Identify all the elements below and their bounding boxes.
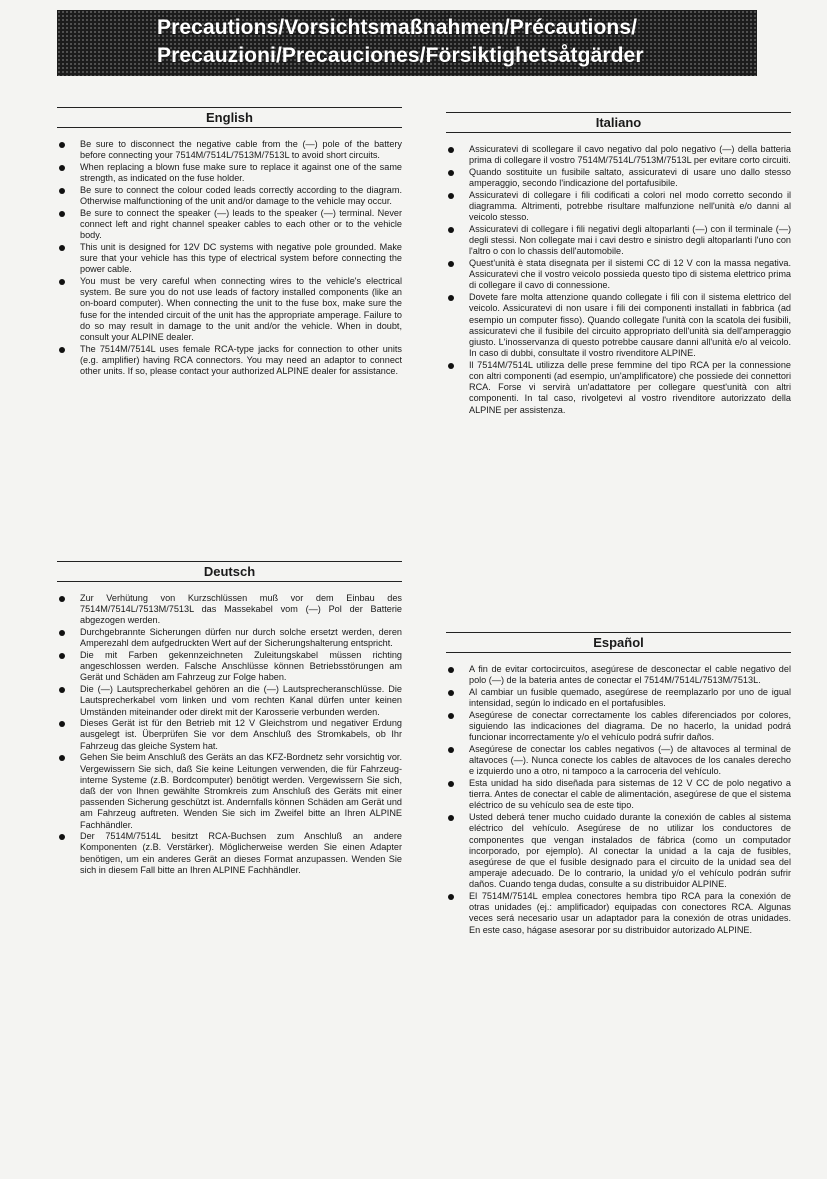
precaution-text: Il 7514M/7514L utilizza delle prese femmine del tipo RCA per la connessione con altri componenti (ad esempio, un'amplificatore) che possiede dei connettori RCA. Forse vi servirà un'adattatore per collegare quest'unità con altri componenti. In tal caso, rivolgetevi al vostro rivenditore autorizzato della ALPINE per assistenza. bbox=[469, 359, 791, 415]
precaution-item bbox=[446, 224, 791, 258]
precaution-item bbox=[57, 593, 402, 627]
bullet-icon bbox=[448, 894, 454, 900]
bullet-icon bbox=[59, 721, 65, 727]
precaution-item bbox=[446, 144, 791, 166]
precaution-text: Der 7514M/7514L besitzt RCA-Buchsen zum Anschluß an andere Komponenten (z.B. Verstärker). Möglicherweise werden Sie einen Adapter benötigen, um ein anderes Gerät an dieses Format anzupassen. Wenden Sie sich in diesem Fall bitte an Ihren ALPINE Fachhändler. bbox=[80, 831, 402, 875]
section-heading-english: English bbox=[57, 107, 402, 128]
bullet-icon bbox=[59, 687, 65, 693]
bullet-icon bbox=[59, 347, 65, 353]
bullet-icon bbox=[59, 142, 65, 148]
bullet-icon bbox=[59, 279, 65, 285]
bullet-icon bbox=[59, 755, 65, 761]
precaution-item bbox=[57, 242, 402, 276]
precaution-list-espanol bbox=[446, 664, 791, 936]
section-espanol bbox=[446, 632, 791, 936]
precaution-item bbox=[446, 710, 791, 744]
bullet-icon bbox=[448, 147, 454, 153]
precaution-text: Be sure to connect the speaker (—) leads to the speaker (—) terminal. Never connect left and right channel speaker cables to each other or to the vehicle body. bbox=[80, 207, 402, 241]
precaution-text: Quest'unità è stata disegnata per il sistemi CC di 12 V con la massa negativa. Assicuratevi che il vostro veicolo possieda questo tipo di sistema elettrico prima di collegare il cavo di connessione. bbox=[469, 258, 791, 291]
precaution-item bbox=[57, 627, 402, 649]
bullet-icon bbox=[59, 245, 65, 251]
precaution-item bbox=[57, 139, 402, 161]
section-heading-deutsch: Deutsch bbox=[57, 561, 402, 582]
bullet-icon bbox=[59, 596, 65, 602]
precaution-item bbox=[57, 752, 402, 830]
precaution-text: Zur Verhütung von Kurzschlüssen muß vor dem Einbau des 7514M/7514L/7513M/7513L das Massekabel vom (—) Pol der Batterie abgezogen werden. bbox=[80, 593, 402, 626]
precaution-text: El 7514M/7514L emplea conectores hembra tipo RCA para la conexión de otras unidades (ej.: amplificador) equipadas con conectores RCA. Algunas veces será necesario usar un adaptador para la conexión de otras unidades. En este caso, hágase asesorar por su distribuidor autorizado ALPINE. bbox=[469, 891, 791, 935]
section-heading-italiano: Italiano bbox=[446, 112, 791, 133]
bullet-icon bbox=[448, 193, 454, 199]
precaution-item bbox=[57, 831, 402, 876]
bullet-icon bbox=[59, 653, 65, 659]
bullet-icon bbox=[448, 261, 454, 267]
bullet-icon bbox=[448, 170, 454, 176]
bullet-icon bbox=[448, 667, 454, 673]
precaution-text: Die (—) Lautsprecherkabel gehören an die (—) Lautsprecheranschlüsse. Die Lautsprecherkabel vom linken und vom rechten Kanal dürfen unter keinen Umständen miteinander oder direkt mit der Karosserie verbunden werden. bbox=[80, 684, 402, 717]
precaution-item bbox=[446, 664, 791, 686]
bullet-icon bbox=[59, 630, 65, 636]
precaution-list-english bbox=[57, 139, 402, 377]
precaution-item bbox=[446, 360, 791, 416]
precaution-item bbox=[57, 162, 402, 184]
precaution-text: Be sure to disconnect the negative cable from the (—) pole of the battery before connecting your 7514M/7514L/7513M/7513L to avoid short circuits. bbox=[80, 139, 402, 161]
precaution-list-italiano bbox=[446, 144, 791, 416]
precaution-item bbox=[446, 258, 791, 292]
precaution-item bbox=[57, 208, 402, 242]
precaution-item bbox=[57, 684, 402, 718]
precaution-item bbox=[446, 778, 791, 812]
precaution-item bbox=[57, 718, 402, 752]
precaution-text: Esta unidad ha sido diseñada para sistemas de 12 V CC de polo negativo a tierra. Antes de conectar el cable de alimentación, asegúrese de que el sistema eléctrico de su vehículo sea de este tipo. bbox=[469, 778, 791, 811]
precaution-item bbox=[57, 650, 402, 684]
title-line-1: Precautions/Vorsichtsmaßnahmen/Précautions/ bbox=[157, 16, 638, 39]
bullet-icon bbox=[59, 165, 65, 171]
precaution-text: The 7514M/7514L uses female RCA-type jacks for connection to other units (e.g. amplifier) having RCA connectors. You may need an adaptor to connect other units. If so, please contact your authorized ALPINE dealer for assistance. bbox=[80, 343, 402, 377]
precaution-text: Be sure to connect the colour coded leads correctly according to the diagram. Otherwise malfunctioning of the unit and/or damage to the vehicle may occur. bbox=[80, 184, 402, 207]
precaution-text: Dieses Gerät ist für den Betrieb mit 12 V Gleichstrom und negativer Erdung ausgelegt ist. Überprüfen Sie vor dem Anschluß des Stromkabels, ob Ihr Fahrzeug das gleiche System hat. bbox=[80, 718, 402, 751]
precaution-list-deutsch bbox=[57, 593, 402, 876]
precaution-text: Al cambiar un fusible quemado, asegúrese de reemplazarlo por uno de igual intensidad, según lo indicado en el portafusibles. bbox=[469, 686, 791, 709]
title-line-2: Precauzioni/Precauciones/Försiktighetsåtgärder bbox=[157, 44, 644, 67]
bullet-icon bbox=[59, 188, 65, 194]
bullet-icon bbox=[448, 363, 454, 369]
precaution-text: Usted deberá tener mucho cuidado durante la conexión de cables al sistema eléctrico del vehículo. Asegúrese de no utilizar los conductores de componentes que vengan instalados de fábrica (como un computador incorporado, por ejemplo). Al conectar la unidad a la caja de fusibles, asegúrese de que el fusible designado para el circuito de la unidad sea del amperaje adecuado. De lo contrario, la unidad y/o el vehículo podrán sufrir daños. Cuando tenga dudas, consulte a su distribuidor ALPINE. bbox=[469, 812, 791, 890]
precaution-text: Assicuratevi di scollegare il cavo negativo dal polo negativo (—) della batteria prima di collegare il vostro 7514M/7514L/7513M/7513L per evitare corto circuiti. bbox=[469, 144, 791, 166]
bullet-icon bbox=[448, 227, 454, 233]
precaution-text: A fin de evitar cortocircuitos, asegúrese de desconectar el cable negativo del polo (—) de la bateria antes de conectar el 7514M/7514L/7513M/7513L. bbox=[469, 664, 791, 686]
precaution-text: You must be very careful when connecting wires to the vehicle's electrical system. Be sure you do not use leads of factory installed components (like an on-board computer). When connecting the unit to the fuse box, make sure the fuse for the intended circuit of the unit has the appropriate amperage. Failure to do so may result in damage to the unit and/or the vehicle. When in doubt, consult your ALPINE dealer. bbox=[80, 275, 402, 342]
bullet-icon bbox=[448, 815, 454, 821]
precaution-text: Assicuratevi di collegare i fili negativi degli altoparlanti (—) con il terminale (—) degli stessi. Non collegate mai i cavi destro e sinistro degli altoparlanti l'uno con l'altro o con lo chassis dell'automobile. bbox=[469, 223, 791, 257]
precaution-item bbox=[446, 190, 791, 224]
precaution-text: Dovete fare molta attenzione quando collegate i fili con il sistema elettrico del veicolo. Assicuratevi di non usare i fili dei componenti installati in fabbrica (ad esempio un computer fisso). Quando collegate l'unità con la scatola dei fusibili, assicuratevi che il fusibile del circuito appropriato dell'unità sia dell'amperaggio giusto. L'inosservanza di questo potrebbe causare danni all'unità e/o al veicolo. In caso di dubbi, consultate il vostro rivenditore ALPINE. bbox=[469, 292, 791, 359]
bullet-icon bbox=[59, 211, 65, 217]
precaution-item bbox=[446, 744, 791, 778]
bullet-icon bbox=[448, 690, 454, 696]
precaution-item bbox=[446, 292, 791, 359]
section-italiano bbox=[446, 112, 791, 416]
precaution-text: Die mit Farben gekennzeichneten Zuleitungskabel müssen richting angeschlossen werden. Falsche Anschlüsse können Betriebsstörungen am Gerät und Schäden am Fahrzeug zur Folge haben. bbox=[80, 650, 402, 683]
bullet-icon bbox=[59, 834, 65, 840]
precaution-item bbox=[446, 167, 791, 189]
section-heading-espanol: Español bbox=[446, 632, 791, 653]
bullet-icon bbox=[448, 713, 454, 719]
precaution-text: When replacing a blown fuse make sure to replace it against one of the same strength, as indicated on the fuse holder. bbox=[80, 161, 402, 184]
section-english bbox=[57, 107, 402, 378]
precaution-text: Asegúrese de conectar correctamente los cables diferenciados por colores, siguiendo las indicaciones del diagrama. De no hacerlo, la unidad podrá funcionar incorrectamente y/o el vehículo podrá sufrir daños. bbox=[469, 709, 791, 743]
bullet-icon bbox=[448, 295, 454, 301]
bullet-icon bbox=[448, 747, 454, 753]
section-deutsch bbox=[57, 561, 402, 877]
precaution-text: Gehen Sie beim Anschluß des Geräts an das KFZ-Bordnetz sehr vorsichtig vor. Vergewissern Sie sich, daß Sie keine Leitungen verwenden, die für Fahrzeug-interne Systeme (z.B. Bordcomputer) benötigt werden. Vergewissern Sie sich, daß der von Ihnen gewählte Stromkreis zum Anschluß des Geräts mit einer passenden Sicherung geschützt ist. Andernfalls können Schäden am Gerät und am Fahrzeug auftreten. Wenden Sie sich im Zweifel bitte an Ihren ALPINE Fachhändler. bbox=[80, 752, 402, 830]
precaution-text: Quando sostituite un fusibile saltato, assicuratevi di usare uno dallo stesso amperaggio, secondo l'indicazione del portafusibile. bbox=[469, 166, 791, 189]
precaution-text: Durchgebrannte Sicherungen dürfen nur durch solche ersetzt werden, deren Amperezahl dem aufgedruckten Wert auf der Sicherungshalterung entspricht. bbox=[80, 627, 402, 649]
precaution-text: Assicuratevi di collegare i fili codificati a colori nel modo corretto secondo il diagramma. Altrimenti, potrebbe risultare malfunzione nell'unità e/o danni al veicolo stesso. bbox=[469, 189, 791, 223]
precaution-text: Asegúrese de conectar los cables negativos (—) de altavoces al terminal de altavoces (—). Nunca conecte los cables de altavoces de los canales derecho e izquierdo uno a otro, ni tampoco a la carroceria del vehículo. bbox=[469, 743, 791, 777]
precaution-item bbox=[57, 185, 402, 207]
precaution-item bbox=[446, 891, 791, 936]
title-banner bbox=[57, 10, 757, 76]
precaution-item bbox=[57, 276, 402, 343]
bullet-icon bbox=[448, 781, 454, 787]
precaution-item bbox=[57, 344, 402, 378]
precaution-text: This unit is designed for 12V DC systems with negative pole grounded. Make sure that your vehicle has this type of electrical system before connecting the power cable. bbox=[80, 241, 402, 275]
precaution-item bbox=[446, 812, 791, 890]
precaution-item bbox=[446, 687, 791, 709]
